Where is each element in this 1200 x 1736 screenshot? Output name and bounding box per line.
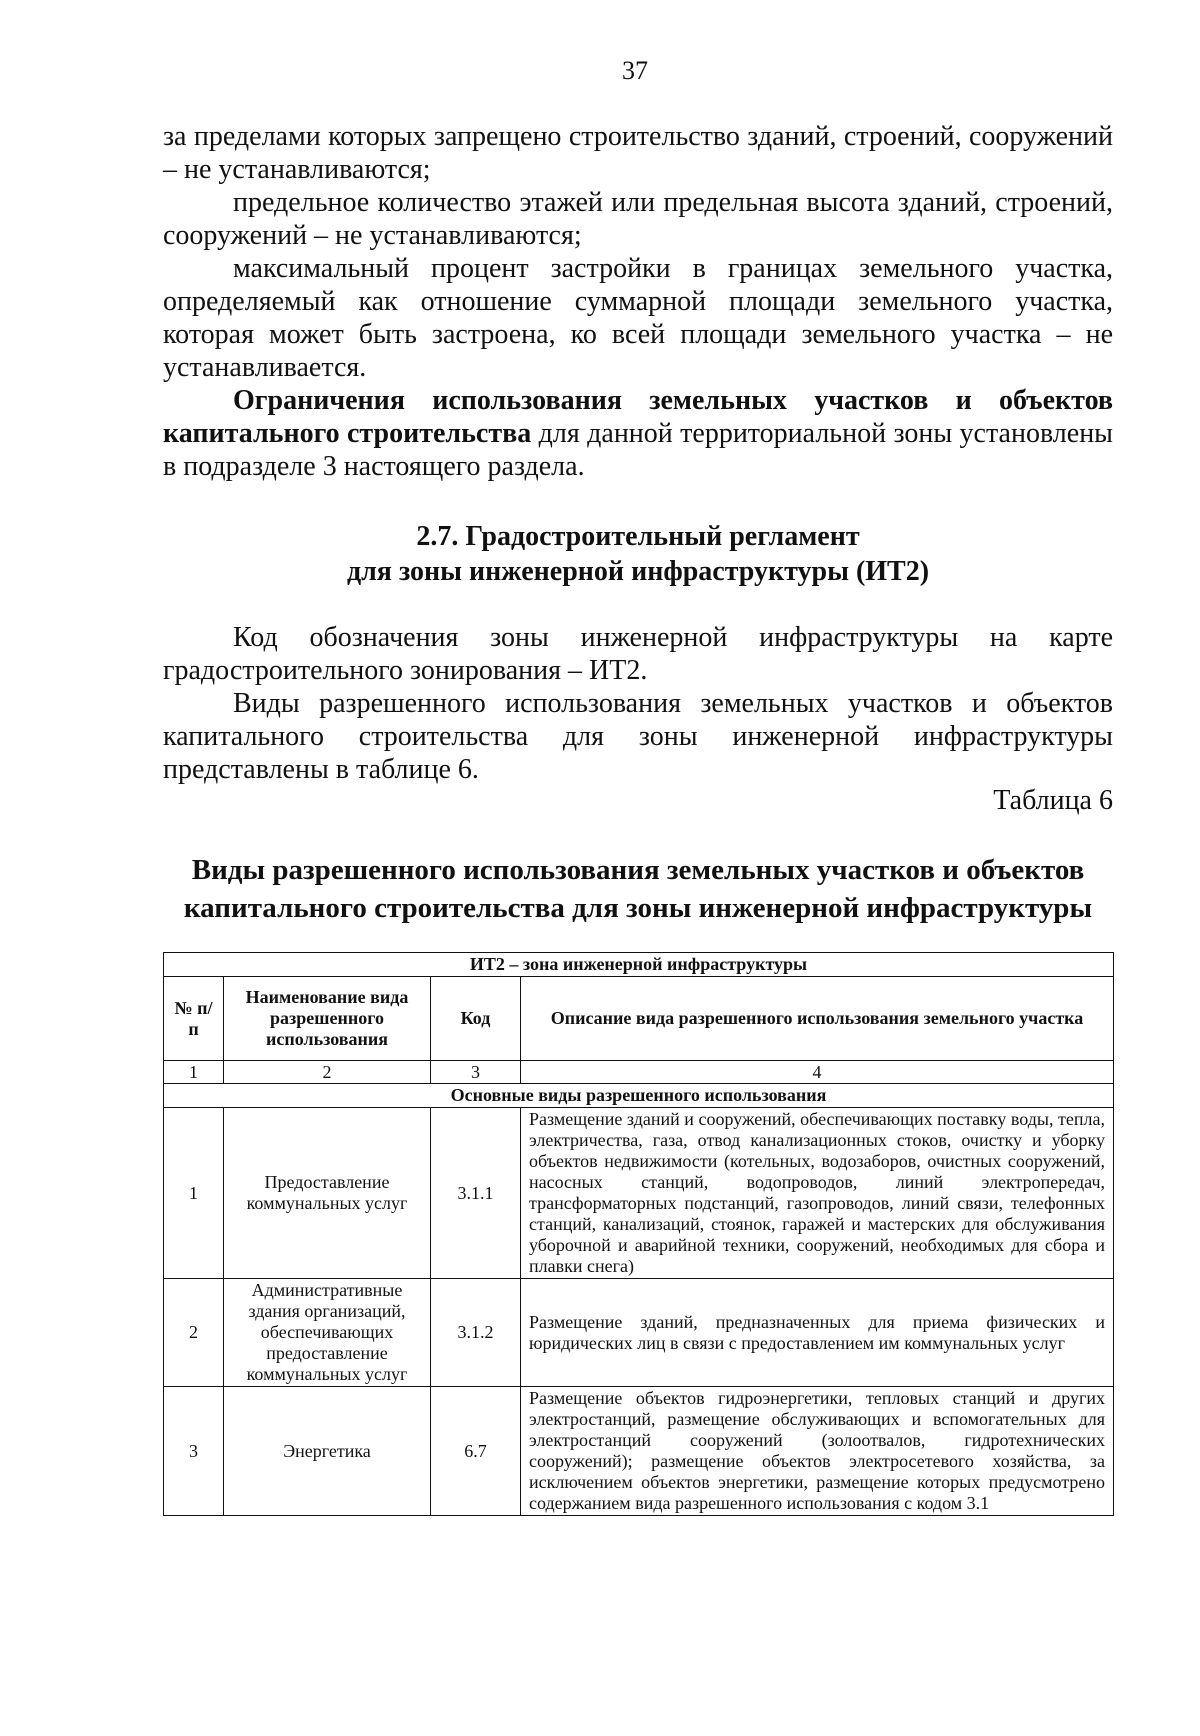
row-num: 1	[164, 1108, 224, 1279]
header-code: Код	[431, 977, 521, 1061]
table-title	[163, 851, 1113, 927]
group-header: Основные виды разрешенного использования	[164, 1084, 1114, 1108]
table-zone-header-row	[164, 953, 1114, 977]
paragraph: предельное количество этажей или предельная высота зданий, строений, сооружений – не устанавливаются;	[163, 187, 1113, 251]
restrictions-text: для данной территориальной зоны установлены в подразделе 3 настоящего раздела.	[163, 418, 1113, 482]
column-number: 3	[431, 1061, 521, 1084]
row-desc: Размещение зданий, предназначенных для приема физических и юридических лиц в связи с предоставлением им коммунальных услуг	[521, 1279, 1114, 1387]
page-number: 37	[622, 56, 648, 85]
column-number: 4	[521, 1061, 1114, 1084]
body-text-top	[163, 120, 1113, 483]
group-header-row	[164, 1084, 1114, 1108]
section-heading-line1: 2.7. Градостроительный регламент	[416, 521, 860, 552]
row-name: Предоставление коммунальных услуг	[224, 1108, 431, 1279]
row-code: 3.1.2	[431, 1279, 521, 1387]
table-label: Таблица 6	[993, 785, 1113, 816]
row-name: Энергетика	[224, 1387, 431, 1516]
row-num: 3	[164, 1387, 224, 1516]
table-title-line2: капитального строительства для зоны инженерной инфраструктуры	[183, 892, 1093, 924]
paragraph: Код обозначения зоны инженерной инфраструктуры на карте градостроительного зонирования – ИТ2.	[163, 622, 1113, 686]
table-title-line1: Виды разрешенного использования земельных участков и объектов	[191, 854, 1085, 886]
header-name: Наименование вида разрешенного использования	[224, 977, 431, 1061]
row-code: 6.7	[431, 1387, 521, 1516]
section-heading-line2: для зоны инженерной инфраструктуры (ИТ2)	[346, 556, 930, 587]
row-name: Административные здания организаций, обеспечивающих предоставление коммунальных услуг	[224, 1279, 431, 1387]
body-text-mid	[163, 621, 1113, 786]
row-desc: Размещение объектов гидроэнергетики, тепловых станций и других электростанций, размещение обслуживающих и вспомогательных для электростанций сооружений (золоотвалов, гидротехнических сооружений); размещение объектов электросетевого хозяйства, за исключением объектов энергетики, размещение которых предусмотрено содержанием вида разрешенного использования с кодом 3.1	[521, 1387, 1114, 1516]
permitted-uses-table	[163, 952, 1114, 1516]
row-num: 2	[164, 1279, 224, 1387]
table-header-row	[164, 977, 1114, 1061]
restrictions-paragraph	[163, 384, 1113, 483]
column-number: 1	[164, 1061, 224, 1084]
table-row	[164, 1387, 1114, 1516]
row-code: 3.1.1	[431, 1108, 521, 1279]
paragraph: максимальный процент застройки в границах земельного участка, определяемый как отношение суммарной площади земельного участка, которая может быть застроена, ко всей площади земельного участка – не устанавливается.	[163, 253, 1113, 383]
header-desc: Описание вида разрешенного использования земельного участка	[521, 977, 1114, 1061]
paragraph: за пределами которых запрещено строительство зданий, строений, сооружений – не устанавливаются;	[163, 121, 1113, 185]
row-desc: Размещение зданий и сооружений, обеспечивающих поставку воды, тепла, электричества, газа, отвод канализационных стоков, очистку и уборку объектов недвижимости (котельных, водозаборов, очистных сооружений, насосных станций, водопроводов, линий электропередач, трансформаторных подстанций, газопроводов, линий связи, телефонных станций, канализаций, стоянок, гаражей и мастерских для обслуживания уборочной и аварийной техники, сооружений, необходимых для сбора и плавки снега)	[521, 1108, 1114, 1279]
table-row	[164, 1279, 1114, 1387]
table-row	[164, 1108, 1114, 1279]
zone-header: ИТ2 – зона инженерной инфраструктуры	[164, 953, 1114, 977]
header-num: № п/п	[164, 977, 224, 1061]
restrictions-bold-text: Ограничения использования земельных участков и объектов капитального строительства	[163, 385, 1113, 449]
column-number: 2	[224, 1061, 431, 1084]
column-number-row	[164, 1061, 1114, 1084]
paragraph: Виды разрешенного использования земельных участков и объектов капитального строительства для зоны инженерной инфраструктуры представлены в таблице 6.	[163, 688, 1113, 785]
section-heading	[163, 519, 1113, 589]
